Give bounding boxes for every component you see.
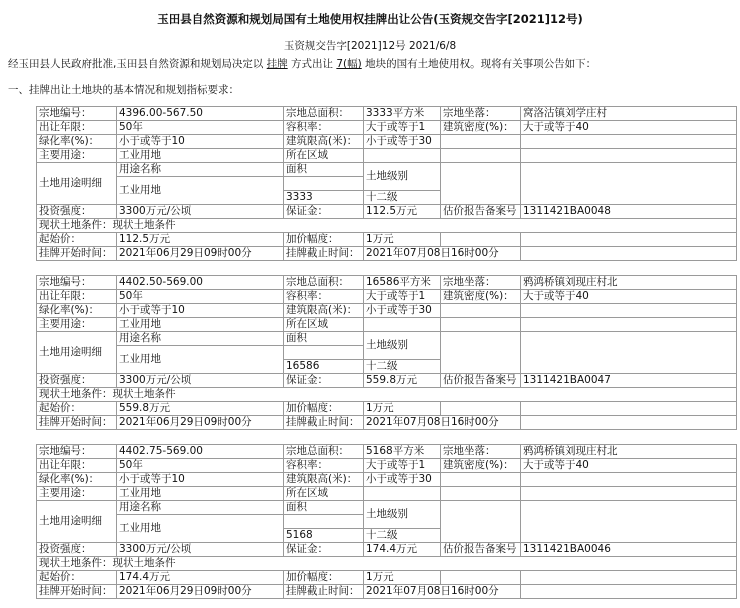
empty-cell [441, 163, 521, 205]
empty-cell [521, 149, 737, 163]
parcel-no-value: 4402.75-569.00 [117, 445, 284, 459]
area-value: 16586 [284, 360, 364, 374]
zone-value [364, 318, 441, 332]
term-label: 出让年限： [37, 459, 117, 473]
parcel-count: 7(幅) [336, 58, 362, 70]
empty-cell [441, 233, 521, 247]
start-price-value: 559.8万元 [117, 402, 284, 416]
area-label: 面积 [284, 501, 364, 515]
increment-value: 1万元 [364, 571, 441, 585]
far-value: 大于或等于1 [364, 121, 441, 135]
green-ratio-label: 绿化率(%)： [37, 473, 117, 487]
use-name-value: 工业用地 [117, 346, 284, 374]
table-row [37, 121, 737, 135]
start-price-value: 174.4万元 [117, 571, 284, 585]
term-label: 出让年限： [37, 121, 117, 135]
list-start-value: 2021年06月29日09时00分 [117, 247, 284, 261]
far-label: 容积率： [284, 121, 364, 135]
use-name-label: 用途名称 [117, 332, 284, 346]
zone-value [364, 149, 441, 163]
deposit-value: 112.5万元 [364, 205, 441, 219]
total-area-label: 宗地总面积： [284, 107, 364, 121]
current-condition: 现状土地条件：现状土地条件 [37, 388, 737, 402]
empty-cell [521, 332, 737, 374]
investment-value: 3300万元/公顷 [117, 205, 284, 219]
investment-value: 3300万元/公顷 [117, 374, 284, 388]
far-value: 大于或等于1 [364, 459, 441, 473]
table-row [37, 107, 737, 121]
term-value: 50年 [117, 290, 284, 304]
height-limit-label: 建筑限高(米)： [284, 473, 364, 487]
empty-cell [521, 501, 737, 543]
empty-cell [521, 163, 737, 205]
page-title: 玉田县自然资源和规划局国有土地使用权挂牌出让公告(玉资规交告字[2021]12号) [157, 12, 583, 26]
intro-text-1: 经玉田县人民政府批准,玉田县自然资源和规划局决定以 [8, 58, 267, 70]
list-end-value: 2021年07月08日16时00分 [364, 247, 521, 261]
grade-label: 土地级别 [364, 501, 441, 529]
empty-cell [521, 585, 737, 599]
table-row [37, 149, 737, 163]
empty-cell [441, 487, 521, 501]
term-label: 出让年限： [37, 290, 117, 304]
table-row [37, 459, 737, 473]
start-price-label: 起始价： [37, 402, 117, 416]
green-ratio-value: 小于或等于10 [117, 304, 284, 318]
empty-cell [521, 487, 737, 501]
grade-value: 十二级 [364, 191, 441, 205]
table-row [37, 332, 737, 346]
green-ratio-label: 绿化率(%)： [37, 135, 117, 149]
zone-label: 所在区域 [284, 487, 364, 501]
parcel-no-value: 4402.50-569.00 [117, 276, 284, 290]
location-label: 宗地坐落： [441, 107, 521, 121]
total-area-value: 3333平方米 [364, 107, 441, 121]
current-condition: 现状土地条件：现状土地条件 [37, 219, 737, 233]
start-price-label: 起始价： [37, 571, 117, 585]
parcel-table [36, 106, 737, 261]
table-row [37, 276, 737, 290]
land-use-detail-label: 土地用途明细 [37, 163, 117, 205]
parcel-no-label: 宗地编号： [37, 107, 117, 121]
area-label: 面积 [284, 163, 364, 177]
empty-cell [441, 304, 521, 318]
grade-label: 土地级别 [364, 332, 441, 360]
empty-cell [441, 501, 521, 543]
area-blank [284, 346, 364, 360]
table-row [37, 388, 737, 402]
list-start-value: 2021年06月29日09时00分 [117, 416, 284, 430]
empty-cell [521, 304, 737, 318]
table-row [37, 416, 737, 430]
empty-cell [441, 135, 521, 149]
table-row [37, 571, 737, 585]
increment-label: 加价幅度： [284, 571, 364, 585]
investment-label: 投资强度： [37, 205, 117, 219]
appraisal-value: 1311421BA0047 [521, 374, 737, 388]
area-label: 面积 [284, 332, 364, 346]
empty-cell [441, 318, 521, 332]
table-row [37, 473, 737, 487]
empty-cell [521, 571, 737, 585]
main-use-value: 工业用地 [117, 318, 284, 332]
use-name-value: 工业用地 [117, 515, 284, 543]
increment-label: 加价幅度： [284, 233, 364, 247]
list-end-value: 2021年07月08日16时00分 [364, 585, 521, 599]
total-area-label: 宗地总面积： [284, 445, 364, 459]
table-row [37, 247, 737, 261]
empty-cell [441, 402, 521, 416]
grade-value: 十二级 [364, 360, 441, 374]
main-use-label: 主要用途： [37, 149, 117, 163]
area-blank [284, 177, 364, 191]
location-value: 鸦鸿桥镇刘现庄村北 [521, 445, 737, 459]
height-limit-label: 建筑限高(米)： [284, 304, 364, 318]
table-row [37, 445, 737, 459]
area-value: 5168 [284, 529, 364, 543]
area-blank [284, 515, 364, 529]
list-start-label: 挂牌开始时间： [37, 585, 117, 599]
table-row [37, 374, 737, 388]
density-label: 建筑密度(%)： [441, 290, 521, 304]
height-limit-value: 小于或等于30 [364, 473, 441, 487]
table-row [37, 501, 737, 515]
table-row [37, 318, 737, 332]
empty-cell [521, 402, 737, 416]
deposit-value: 174.4万元 [364, 543, 441, 557]
empty-cell [441, 332, 521, 374]
grade-label: 土地级别 [364, 163, 441, 191]
appraisal-value: 1311421BA0046 [521, 543, 737, 557]
term-value: 50年 [117, 121, 284, 135]
far-label: 容积率： [284, 459, 364, 473]
appraisal-label: 估价报告备案号 [441, 205, 521, 219]
green-ratio-label: 绿化率(%)： [37, 304, 117, 318]
land-use-detail-label: 土地用途明细 [37, 501, 117, 543]
start-price-value: 112.5万元 [117, 233, 284, 247]
increment-value: 1万元 [364, 402, 441, 416]
density-label: 建筑密度(%)： [441, 459, 521, 473]
empty-cell [441, 473, 521, 487]
table-row [37, 543, 737, 557]
zone-label: 所在区域 [284, 318, 364, 332]
far-label: 容积率： [284, 290, 364, 304]
investment-label: 投资强度： [37, 543, 117, 557]
zone-value [364, 487, 441, 501]
location-value: 窝洛沽镇刘学庄村 [521, 107, 737, 121]
increment-value: 1万元 [364, 233, 441, 247]
table-row [37, 557, 737, 571]
total-area-value: 16586平方米 [364, 276, 441, 290]
table-row [37, 135, 737, 149]
grade-value: 十二级 [364, 529, 441, 543]
height-limit-label: 建筑限高(米)： [284, 135, 364, 149]
height-limit-value: 小于或等于30 [364, 304, 441, 318]
main-use-label: 主要用途： [37, 487, 117, 501]
total-area-value: 5168平方米 [364, 445, 441, 459]
main-use-label: 主要用途： [37, 318, 117, 332]
deposit-label: 保证金： [284, 543, 364, 557]
appraisal-label: 估价报告备案号 [441, 543, 521, 557]
parcel-no-label: 宗地编号： [37, 276, 117, 290]
green-ratio-value: 小于或等于10 [117, 473, 284, 487]
table-row [37, 487, 737, 501]
area-value: 3333 [284, 191, 364, 205]
current-condition: 现状土地条件：现状土地条件 [37, 557, 737, 571]
table-row [37, 233, 737, 247]
main-use-value: 工业用地 [117, 487, 284, 501]
empty-cell [441, 149, 521, 163]
location-value: 鸦鸿桥镇刘现庄村北 [521, 276, 737, 290]
density-value: 大于或等于40 [521, 459, 737, 473]
green-ratio-value: 小于或等于10 [117, 135, 284, 149]
table-row [37, 219, 737, 233]
increment-label: 加价幅度： [284, 402, 364, 416]
table-row [37, 290, 737, 304]
intro-text-2: 方式出让 [287, 58, 337, 70]
table-row [37, 585, 737, 599]
use-name-label: 用途名称 [117, 163, 284, 177]
list-end-label: 挂牌截止时间： [284, 416, 364, 430]
deposit-label: 保证金： [284, 205, 364, 219]
deposit-value: 559.8万元 [364, 374, 441, 388]
location-label: 宗地坐落： [441, 276, 521, 290]
height-limit-value: 小于或等于30 [364, 135, 441, 149]
start-price-label: 起始价： [37, 233, 117, 247]
density-label: 建筑密度(%)： [441, 121, 521, 135]
intro-text-3: 地块的国有土地使用权。现将有关事项公告如下： [361, 58, 597, 70]
empty-cell [441, 571, 521, 585]
parcel-table [36, 275, 737, 430]
list-end-label: 挂牌截止时间： [284, 585, 364, 599]
use-name-label: 用途名称 [117, 501, 284, 515]
parcel-no-value: 4396.00-567.50 [117, 107, 284, 121]
deposit-label: 保证金： [284, 374, 364, 388]
empty-cell [521, 416, 737, 430]
transfer-mode: 挂牌 [266, 58, 288, 70]
announcement-number: 玉资规交告字[2021]12号 2021/6/8 [283, 40, 457, 52]
appraisal-label: 估价报告备案号 [441, 374, 521, 388]
list-start-value: 2021年06月29日09时00分 [117, 585, 284, 599]
zone-label: 所在区域 [284, 149, 364, 163]
total-area-label: 宗地总面积： [284, 276, 364, 290]
empty-cell [521, 247, 737, 261]
table-row [37, 304, 737, 318]
table-row [37, 402, 737, 416]
list-start-label: 挂牌开始时间： [37, 247, 117, 261]
list-start-label: 挂牌开始时间： [37, 416, 117, 430]
appraisal-value: 1311421BA0048 [521, 205, 737, 219]
density-value: 大于或等于40 [521, 290, 737, 304]
location-label: 宗地坐落： [441, 445, 521, 459]
main-use-value: 工业用地 [117, 149, 284, 163]
term-value: 50年 [117, 459, 284, 473]
empty-cell [521, 318, 737, 332]
table-row [37, 163, 737, 177]
use-name-value: 工业用地 [117, 177, 284, 205]
far-value: 大于或等于1 [364, 290, 441, 304]
parcel-no-label: 宗地编号： [37, 445, 117, 459]
list-end-value: 2021年07月08日16时00分 [364, 416, 521, 430]
intro-paragraph [8, 56, 736, 71]
parcel-table [36, 444, 737, 599]
empty-cell [521, 233, 737, 247]
investment-label: 投资强度： [37, 374, 117, 388]
land-use-detail-label: 土地用途明细 [37, 332, 117, 374]
empty-cell [521, 135, 737, 149]
list-end-label: 挂牌截止时间： [284, 247, 364, 261]
density-value: 大于或等于40 [521, 121, 737, 135]
empty-cell [521, 473, 737, 487]
investment-value: 3300万元/公顷 [117, 543, 284, 557]
table-row [37, 205, 737, 219]
section-heading: 一、挂牌出让土地块的基本情况和规划指标要求： [8, 84, 239, 96]
